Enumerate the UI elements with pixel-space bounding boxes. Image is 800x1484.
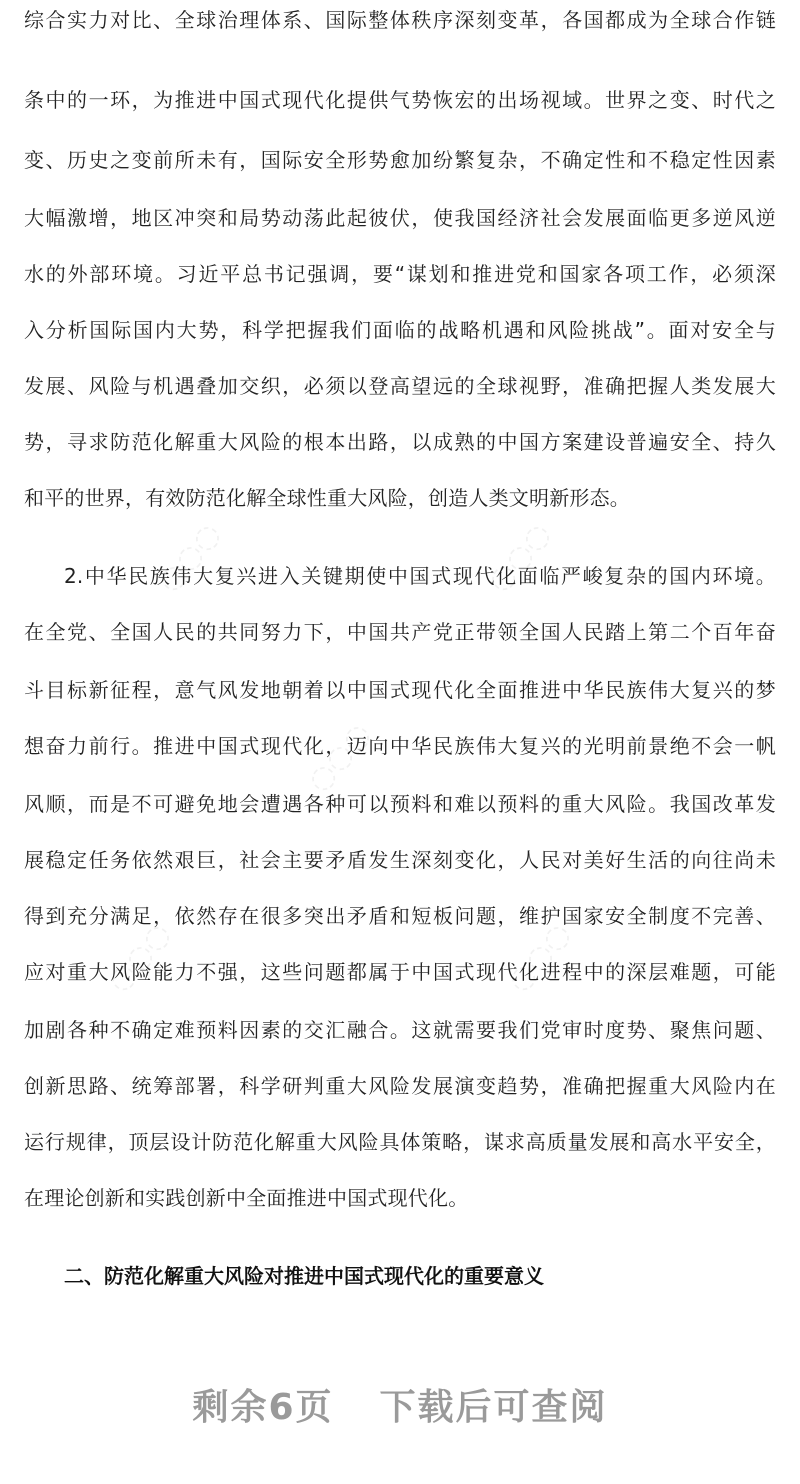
text-line: 加剧各种不确定难预料因素的交汇融合。这就需要我们党审时度势、聚焦问题、 <box>24 1018 776 1042</box>
text-line: 展稳定任务依然艰巨，社会主要矛盾发生深刻变化，人民对美好生活的向往尚未 <box>24 848 776 872</box>
section-heading: 二、防范化解重大风险对推进中国式现代化的重要意义 <box>64 1264 544 1288</box>
text-line: 斗目标新征程，意气风发地朝着以中国式现代化全面推进中华民族伟大复兴的梦 <box>24 678 776 702</box>
text-line: 入分析国际国内大势，科学把握我们面临的战略机遇和风险挑战”。面对安全与 <box>24 318 776 342</box>
text-line: 运行规律，顶层设计防范化解重大风险具体策略，谋求高质量发展和高水平安全， <box>24 1130 776 1154</box>
text-line: 应对重大风险能力不强，这些问题都属于中国式现代化进程中的深层难题，可能 <box>24 960 776 984</box>
watermark-icon: ◌◌◌ <box>480 516 558 599</box>
text-line: 变、历史之变前所未有，国际安全形势愈加纷繁复杂，不确定性和不稳定性因素 <box>24 148 776 172</box>
text-line: 势，寻求防范化解重大风险的根本出路，以成熟的中国方案建设普遍安全、持久 <box>24 430 776 454</box>
text-line: 得到充分满足，依然存在很多突出矛盾和短板问题，维护国家安全制度不完善、 <box>24 904 776 928</box>
text-line: 创新思路、统筹部署，科学研判重大风险发展演变趋势，准确把握重大风险内在 <box>24 1074 776 1098</box>
download-prompt[interactable] <box>0 1384 800 1432</box>
text-line: 综合实力对比、全球治理体系、国际整体秩序深刻变革，各国都成为全球合作链 <box>24 8 776 32</box>
text-line: 2.中华民族伟大复兴进入关键期使中国式现代化面临严峻复杂的国内环境。 <box>64 564 776 588</box>
text-line: 大幅激增，地区冲突和局势动荡此起彼伏，使我国经济社会发展面临更多逆风逆 <box>24 206 776 230</box>
text-line: 在全党、全国人民的共同努力下，中国共产党正带领全国人民踏上第二个百年奋 <box>24 620 776 644</box>
watermark-icon: ◌◌◌ <box>300 716 378 799</box>
text-line: 想奋力前行。推进中国式现代化，迈向中华民族伟大复兴的光明前景绝不会一帆 <box>24 734 776 758</box>
text-line: 在理论创新和实践创新中全面推进中国式现代化。 <box>24 1186 469 1210</box>
watermark-icon: ◌◌◌ <box>150 516 228 599</box>
watermark-icon: ◌◌◌ <box>100 916 178 999</box>
remaining-pages-label: 剩余6页 <box>192 1387 334 1428</box>
text-line: 和平的世界，有效防范化解全球性重大风险，创造人类文明新形态。 <box>24 486 630 510</box>
text-line: 发展、风险与机遇叠加交织，必须以登高望远的全球视野，准确把握人类发展大 <box>24 374 776 398</box>
download-to-view-label: 下载后可查阅 <box>379 1387 608 1428</box>
text-line: 水的外部环境。习近平总书记强调，要“谋划和推进党和国家各项工作，必须深 <box>24 262 776 286</box>
watermark-icon: ◌◌◌ <box>500 916 578 999</box>
text-line: 条中的一环，为推进中国式现代化提供气势恢宏的出场视域。世界之变、时代之 <box>24 88 776 112</box>
text-line: 风顺，而是不可避免地会遭遇各种可以预料和难以预料的重大风险。我国改革发 <box>24 792 776 816</box>
